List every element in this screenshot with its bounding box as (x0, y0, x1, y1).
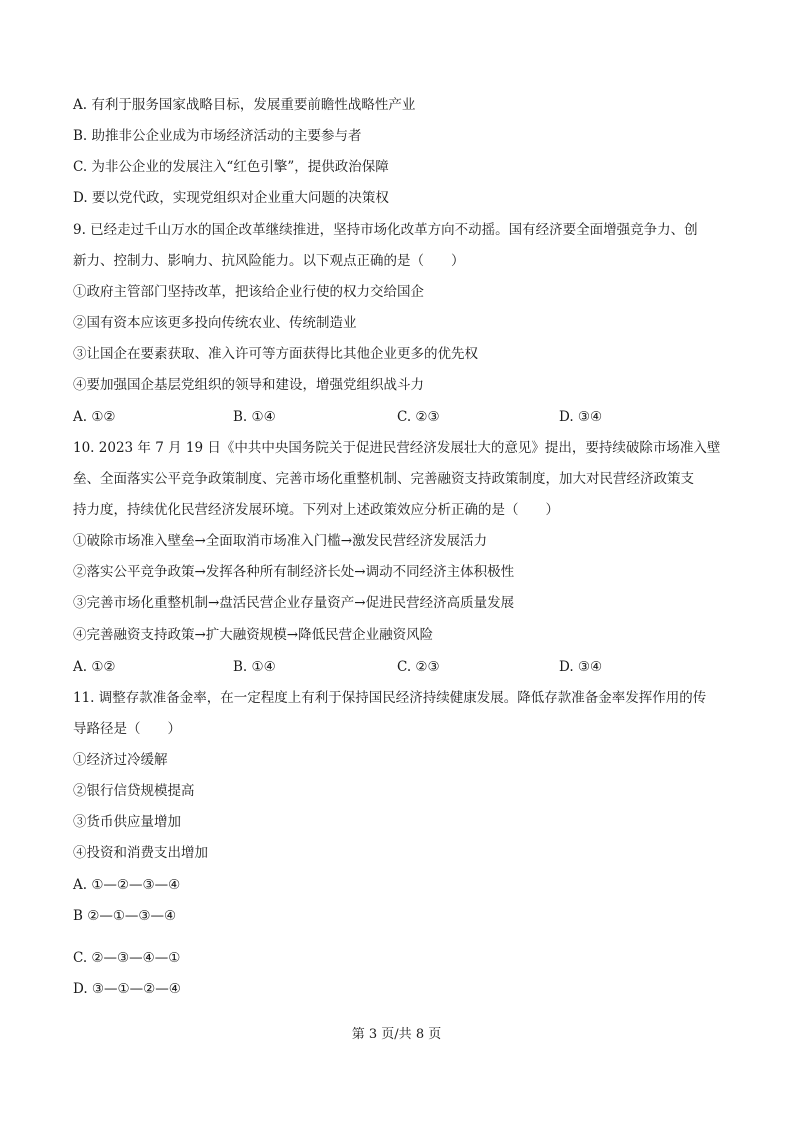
q10-stem-line-1: 10. 2023 年 7 月 19 日《中共中央国务院关于促进民营经济发展壮大的意见》提出，要持续破除市场准入壁 (73, 440, 721, 456)
q8-option-d: D. 要以党代政，实现党组织对企业重大问题的决策权 (73, 190, 389, 206)
q9-choices (73, 407, 723, 427)
q8-option-b: B. 助推非公企业成为市场经济活动的主要参与者 (73, 128, 362, 144)
q11-choice-c: C. ②—③—④—① (73, 950, 181, 966)
q11-item-2: ②银行信贷规模提高 (73, 783, 195, 799)
q10-choice-a: A. ①② (73, 659, 116, 675)
q9-item-1: ①政府主管部门坚持改革，把该给企业行使的权力交给国企 (73, 284, 424, 300)
q10-choices (73, 657, 723, 677)
page-number: 第 3 页/共 8 页 (351, 1027, 442, 1042)
q11-choice-b: B ②—①—③—④ (73, 908, 177, 924)
q11-choice-d: D. ③—①—②—④ (73, 981, 181, 997)
q11-choice-a: A. ①—②—③—④ (73, 877, 181, 893)
q9-item-4: ④要加强国企基层党组织的领导和建设，增强党组织战斗力 (73, 377, 424, 393)
q8-option-a: A. 有利于服务国家战略目标，发展重要前瞻性战略性产业 (73, 97, 416, 113)
q9-item-3: ③让国企在要素获取、准入许可等方面获得比其他企业更多的优先权 (73, 346, 478, 362)
q10-stem-line-3: 持力度，持续优化民营经济发展环境。下列对上述政策效应分析正确的是（ ） (73, 502, 559, 518)
q10-choice-b: B. ①④ (233, 659, 276, 675)
q9-choice-b: B. ①④ (233, 409, 276, 425)
q10-stem-line-2: 垒、全面落实公平竞争政策制度、完善市场化重整机制、完善融资支持政策制度，加大对民营经济政策支 (73, 471, 694, 487)
q11-item-3: ③货币供应量增加 (73, 814, 181, 830)
q10-item-1: ①破除市场准入壁垒→全面取消市场准入门槛→激发民营经济发展活力 (73, 533, 488, 549)
q11-stem-line-2: 导路径是（ ） (73, 721, 181, 737)
q9-item-2: ②国有资本应该更多投向传统农业、传统制造业 (73, 315, 357, 331)
q8-option-c: C. 为非公企业的发展注入“红色引擎”，提供政治保障 (73, 159, 389, 175)
q10-item-3: ③完善市场化重整机制→盘活民营企业存量资产→促进民营经济高质量发展 (73, 595, 515, 611)
q9-choice-a: A. ①② (73, 409, 116, 425)
q10-choice-d: D. ③④ (559, 659, 603, 675)
q11-stem-line-1: 11. 调整存款准备金率，在一定程度上有利于保持国民经济持续健康发展。降低存款准备金率发挥作用的传 (73, 690, 707, 706)
q10-choice-c: C. ②③ (397, 659, 440, 675)
q9-stem-line-2: 新力、控制力、影响力、抗风险能力。以下观点正确的是（ ） (73, 253, 465, 269)
q9-choice-c: C. ②③ (397, 409, 440, 425)
q9-stem-line-1: 9. 已经走过千山万水的国企改革继续推进，坚持市场化改革方向不动摇。国有经济要全面增强竞争力、创 (73, 222, 698, 238)
q10-item-4: ④完善融资支持政策→扩大融资规模→降低民营企业融资风险 (73, 627, 434, 643)
q11-item-4: ④投资和消费支出增加 (73, 845, 208, 861)
q11-item-1: ①经济过冷缓解 (73, 752, 168, 768)
q9-choice-d: D. ③④ (559, 409, 603, 425)
q10-item-2: ②落实公平竞争政策→发挥各种所有制经济长处→调动不同经济主体积极性 (73, 564, 515, 580)
